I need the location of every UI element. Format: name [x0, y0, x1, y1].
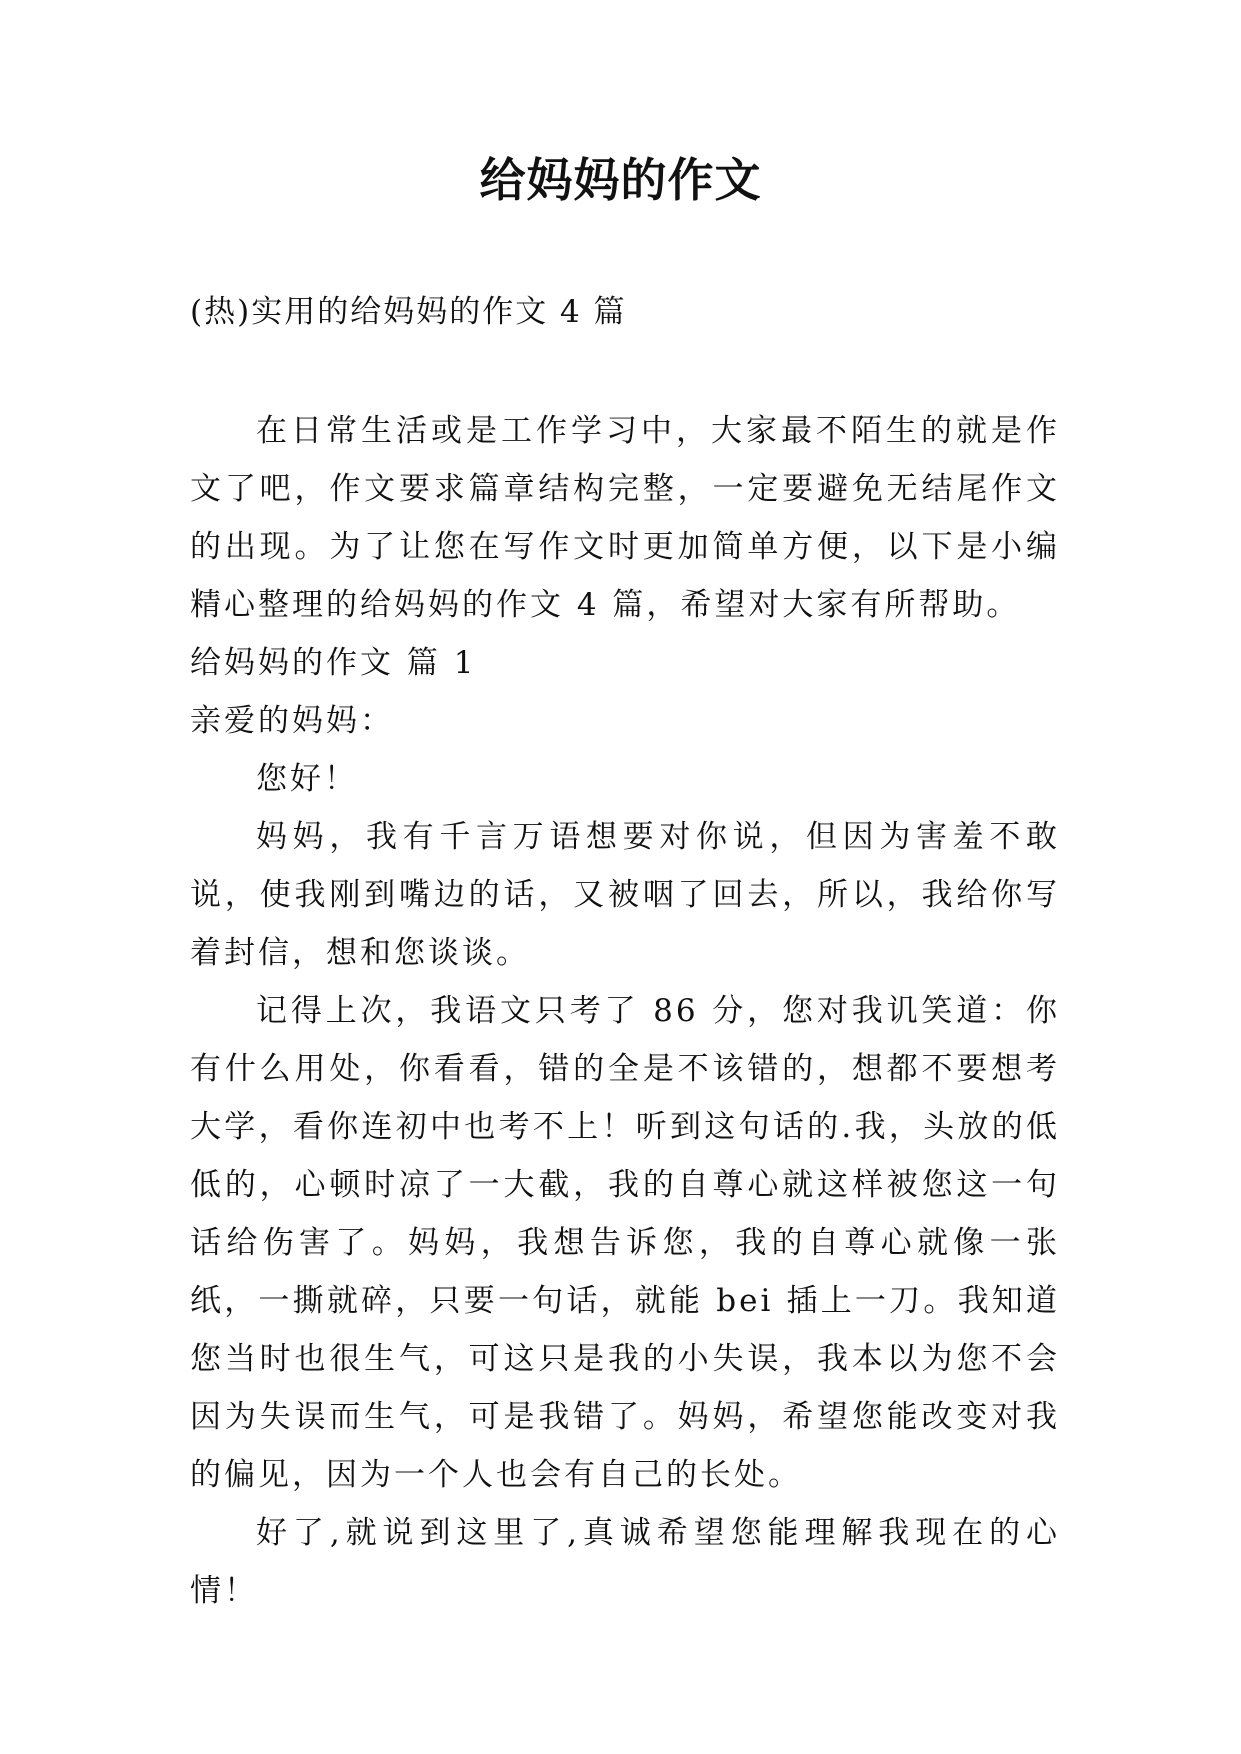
letter-paragraph-3: 好了,就说到这里了,真诚希望您能理解我现在的心情！	[190, 1515, 1060, 1609]
document-body	[190, 402, 1060, 1620]
letter-paragraph-1: 妈妈，我有千言万语想要对你说，但因为害羞不敢说，使我刚到嘴边的话，又被咽了回去，所以，我给你写着封信，想和您谈谈。	[190, 819, 1060, 971]
letter-paragraph-2: 记得上次，我语文只考了 86 分，您对我讥笑道：你有什么用处，你看看，错的全是不该错的，想都不要想考大学，看你连初中也考不上！听到这句话的.我，头放的低低的，心顿时凉了一大截，我的自尊心就这样被您这一句话给伤害了。妈妈，我想告诉您，我的自尊心就像一张纸，一撕就碎，只要一句话，就能 bei 插上一刀。我知道您当时也很生气，可这只是我的小失误，我本以为您不会因为失误而生气，可是我错了。妈妈，希望您能改变对我的偏见，因为一个人也会有自己的长处。	[190, 993, 1060, 1493]
document-title: 给妈妈的作文	[479, 153, 762, 207]
intro-paragraph: 在日常生活或是工作学习中，大家最不陌生的就是作文了吧，作文要求篇章结构完整，一定要避免无结尾作文的出现。为了让您在写作文时更加简单方便，以下是小编精心整理的给妈妈的作文 4 篇，希望对大家有所帮助。	[190, 413, 1060, 623]
section-heading: 给妈妈的作文 篇 1	[190, 645, 477, 681]
document-subtitle: (热)实用的给妈妈的作文 4 篇	[190, 294, 627, 330]
letter-greeting: 您好！	[256, 761, 358, 797]
letter-salutation: 亲爱的妈妈：	[190, 703, 394, 739]
